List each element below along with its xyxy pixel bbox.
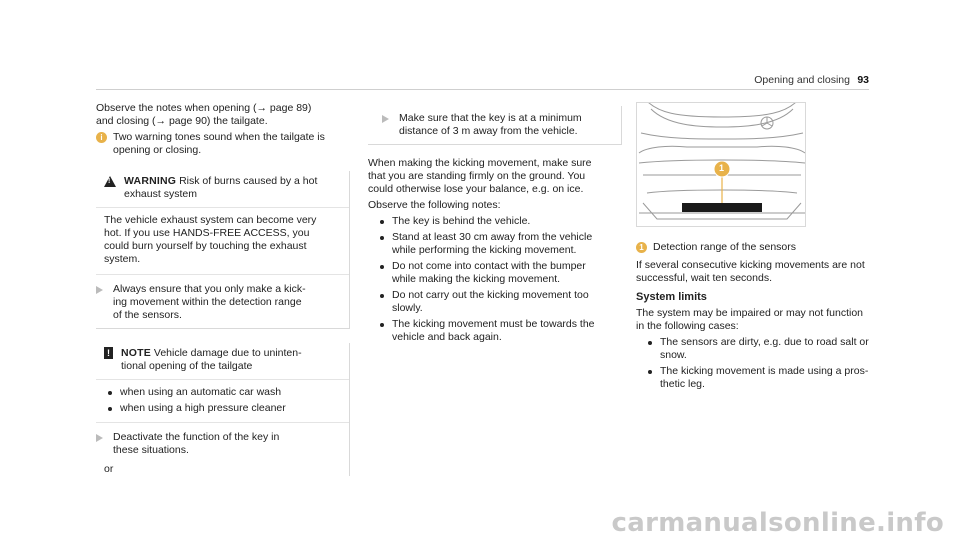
retry-paragraph: [636, 259, 890, 285]
list-item: The kicking movement must be towards the vehicle and back again.: [368, 318, 622, 344]
warning-title-line: exhaust system: [124, 188, 197, 200]
warning-body-line: hot. If you use HANDS-FREE ACCESS, you: [104, 227, 310, 239]
action-line: of the sensors.: [113, 309, 182, 321]
list-item: Do not come into contact with the bumper while making the kicking movement.: [368, 260, 622, 286]
note-bullet-list: [96, 382, 349, 420]
section-title: Opening and closing: [754, 74, 850, 86]
warning-body: [96, 210, 349, 272]
text-line: When making the kicking movement, make sure: [368, 157, 592, 169]
intro-text-line: and closing (→ page 90) the tailgate.: [96, 115, 268, 127]
note-header: [96, 343, 349, 377]
warning-body-line: could burn yourself by touching the exhaust: [104, 240, 307, 252]
header-divider: [96, 89, 869, 90]
column-left: [96, 102, 350, 476]
note-keyword: NOTE: [121, 347, 151, 359]
bullet-icon: [380, 265, 384, 269]
or-text: or: [104, 463, 114, 475]
note-icon: !: [104, 347, 113, 359]
bullet-icon: [108, 407, 112, 411]
intro-text-line: Observe the notes when opening (→ page 89): [96, 102, 312, 114]
bullet-icon: [108, 391, 112, 395]
kick-paragraph: [368, 157, 622, 196]
action-line: distance of 3 m away from the vehicle.: [399, 125, 578, 137]
list-item: when using an automatic car wash: [96, 386, 349, 399]
system-limits-heading: System limits: [636, 291, 707, 303]
arrow-right-icon: [382, 115, 389, 123]
warning-keyword: WARNING: [124, 175, 177, 187]
warning-triangle-icon: [104, 176, 116, 187]
action-line: ing movement within the detection range: [113, 296, 302, 308]
text-line: successful, wait ten seconds.: [636, 272, 772, 284]
kick-notes-list: [368, 215, 622, 344]
vehicle-rear-illustration: [636, 102, 806, 227]
text-line: in the following cases:: [636, 320, 739, 332]
bullet-icon: [380, 236, 384, 240]
list-item: when using a high pressure cleaner: [96, 402, 349, 415]
text-line: could otherwise lose your balance, e.g. on ice.: [368, 183, 584, 195]
action-line: Make sure that the key is at a minimum: [399, 112, 582, 124]
column-middle: [368, 102, 622, 347]
callout-legend: [636, 241, 890, 254]
column-right: [636, 102, 890, 394]
bullet-icon: [648, 370, 652, 374]
warning-action: [96, 277, 349, 328]
info-note: [96, 131, 350, 157]
box-divider: [96, 422, 349, 423]
note-box: [96, 343, 350, 476]
arrow-right-icon: [96, 286, 103, 294]
list-item: The sensors are dirty, e.g. due to road salt or snow.: [636, 336, 890, 362]
box-divider: [96, 207, 349, 208]
text-line: If several consecutive kicking movements are not: [636, 259, 865, 271]
key-distance-action: [368, 106, 622, 145]
list-item: The kicking movement is made using a pros- thetic leg.: [636, 365, 890, 391]
list-item: Do not carry out the kicking movement too slowly.: [368, 289, 622, 315]
info-text-line: opening or closing.: [113, 144, 202, 156]
bullet-icon: [380, 323, 384, 327]
warning-box: [96, 171, 350, 329]
warning-body-line: system.: [104, 253, 141, 265]
box-divider: [96, 379, 349, 380]
observe-text: Observe the following notes:: [368, 199, 501, 211]
bullet-icon: [380, 220, 384, 224]
callout-label-text: Detection range of the sensors: [653, 241, 797, 253]
limits-list: [636, 336, 890, 391]
info-icon: i: [96, 132, 107, 143]
warning-title-line: Risk of burns caused by a hot: [179, 175, 318, 187]
callout-number: 1: [719, 163, 725, 173]
page-number: 93: [857, 74, 869, 86]
bullet-icon: [380, 294, 384, 298]
info-text-line: Two warning tones sound when the tailgate is: [113, 131, 325, 143]
note-action: [96, 425, 349, 463]
action-line: Always ensure that you only make a kick-: [113, 283, 306, 295]
text-line: that you are standing firmly on the ground. You: [368, 170, 586, 182]
note-title-line: tional opening of the tailgate: [121, 360, 253, 372]
note-title-line: Vehicle damage due to uninten-: [153, 347, 302, 359]
list-item: The key is behind the vehicle.: [368, 215, 622, 228]
action-line: Deactivate the function of the key in: [113, 431, 280, 443]
callout-badge: 1: [636, 242, 647, 253]
box-divider: [96, 274, 349, 275]
warning-body-line: The vehicle exhaust system can become very: [104, 214, 317, 226]
action-line: these situations.: [113, 444, 189, 456]
list-item: Stand at least 30 cm away from the vehicle while performing the kicking movement.: [368, 231, 622, 257]
arrow-right-icon: [96, 434, 103, 442]
watermark: carmanualsonline.info: [611, 508, 944, 533]
detection-range-bar: [682, 203, 762, 212]
warning-header: [96, 171, 349, 205]
bullet-icon: [648, 341, 652, 345]
text-line: The system may be impaired or may not function: [636, 307, 864, 319]
